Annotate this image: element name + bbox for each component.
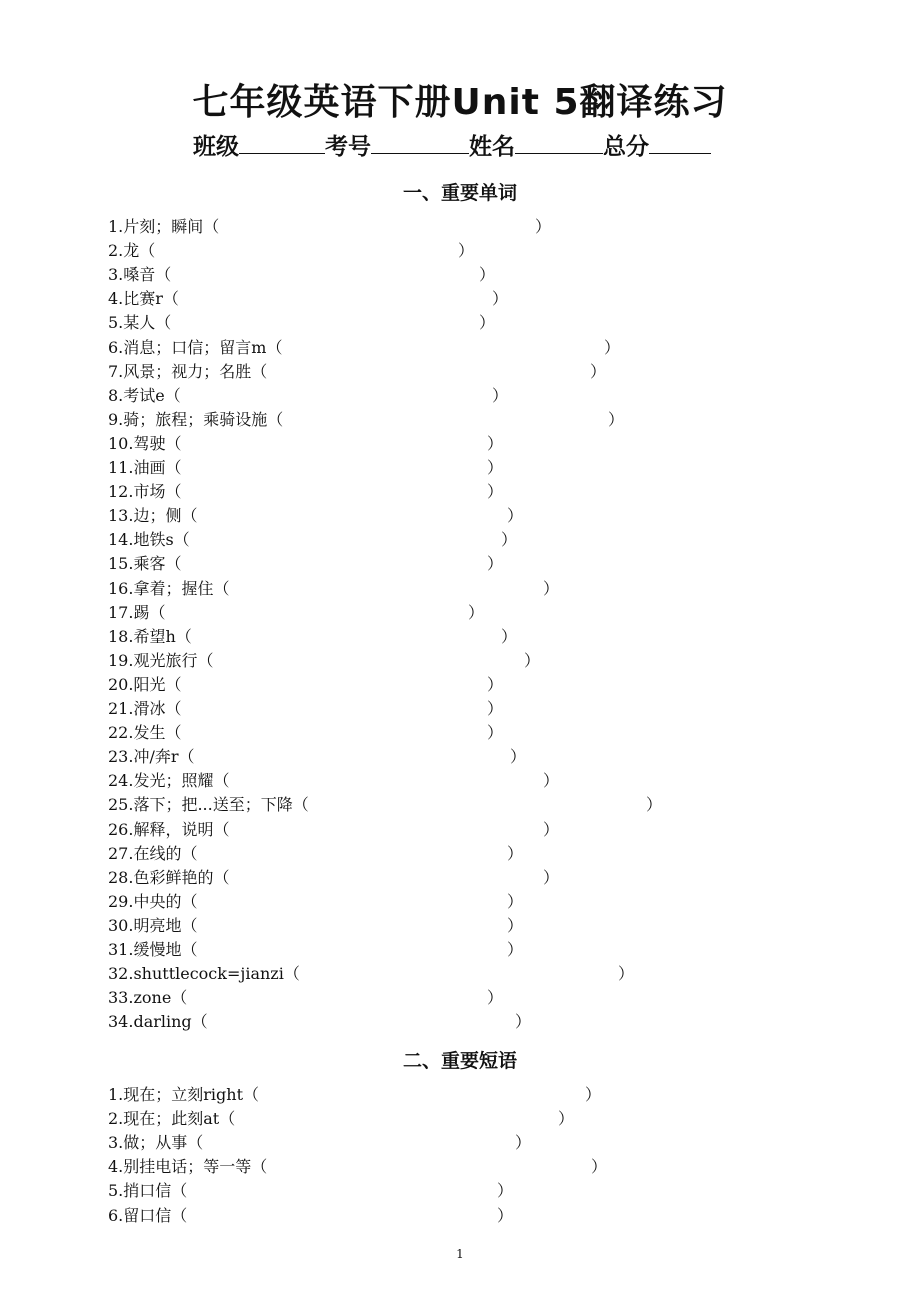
- question-item: 4.别挂电话；等一等（: [108, 1157, 268, 1176]
- question-item: 9.骑；旅程；乘骑设施（: [108, 410, 284, 429]
- answer-blank-close: ）: [507, 506, 524, 525]
- question-item: 2.龙（: [108, 241, 156, 260]
- answer-blank-close: ）: [507, 940, 524, 959]
- question-item: 4.比赛r（: [108, 289, 179, 308]
- answer-blank-close: ）: [524, 651, 541, 670]
- answer-blank-close: ）: [543, 771, 560, 790]
- question-item: 8.考试e（: [108, 386, 181, 405]
- question-item: 33.zone（: [108, 988, 188, 1007]
- question-item: 23.冲/奔r（: [108, 747, 195, 766]
- answer-blank-close: ）: [585, 1085, 602, 1104]
- answer-blank-close: ）: [543, 579, 560, 598]
- answer-blank-close: ）: [543, 868, 560, 887]
- exam-number-label: 考号: [325, 134, 371, 160]
- answer-blank-close: ）: [479, 313, 496, 332]
- question-item: 6.留口信（: [108, 1206, 188, 1225]
- question-item: 12.市场（: [108, 482, 182, 501]
- answer-blank-close: ）: [487, 554, 504, 573]
- answer-blank-close: ）: [497, 1206, 514, 1225]
- page-number: 1: [456, 1247, 464, 1261]
- answer-blank-close: ）: [501, 627, 518, 646]
- question-item: 7.风景；视力；名胜（: [108, 362, 268, 381]
- student-info-line: [193, 128, 711, 161]
- answer-blank-close: ）: [618, 964, 635, 983]
- answer-blank-close: ）: [515, 1133, 532, 1152]
- answer-blank-close: ）: [591, 1157, 608, 1176]
- answer-blank-close: ）: [515, 1012, 532, 1031]
- answer-blank-close: ）: [590, 362, 607, 381]
- answer-blank-close: ）: [487, 723, 504, 742]
- question-item: 20.阳光（: [108, 675, 182, 694]
- question-item: 27.在线的（: [108, 844, 198, 863]
- question-item: 24.发光；照耀（: [108, 771, 230, 790]
- answer-blank-close: ）: [458, 241, 475, 260]
- answer-blank-close: ）: [604, 338, 621, 357]
- question-item: 3.嗓音（: [108, 265, 172, 284]
- section-heading-words: 一、重要单词: [402, 182, 517, 204]
- question-item: 14.地铁s（: [108, 530, 190, 549]
- question-item: 30.明亮地（: [108, 916, 198, 935]
- score-blank: [649, 133, 711, 154]
- answer-blank-close: ）: [543, 820, 560, 839]
- question-item: 29.中央的（: [108, 892, 198, 911]
- question-item: 31.缓慢地（: [108, 940, 198, 959]
- question-item: 2.现在；此刻at（: [108, 1109, 236, 1128]
- answer-blank-close: ）: [479, 265, 496, 284]
- answer-blank-close: ）: [608, 410, 625, 429]
- exam-number-blank: [371, 133, 469, 154]
- question-item: 10.驾驶（: [108, 434, 182, 453]
- answer-blank-close: ）: [487, 675, 504, 694]
- question-item: 17.踢（: [108, 603, 166, 622]
- answer-blank-close: ）: [492, 289, 509, 308]
- answer-blank-close: ）: [487, 988, 504, 1007]
- question-item: 13.边；侧（: [108, 506, 198, 525]
- answer-blank-close: ）: [507, 844, 524, 863]
- question-item: 26.解释，说明（: [108, 820, 230, 839]
- question-item: 18.希望h（: [108, 627, 192, 646]
- answer-blank-close: ）: [487, 482, 504, 501]
- name-label: 姓名: [469, 134, 515, 160]
- question-item: 34.darling（: [108, 1012, 208, 1031]
- answer-blank-close: ）: [510, 747, 527, 766]
- answer-blank-close: ）: [507, 916, 524, 935]
- question-item: 15.乘客（: [108, 554, 182, 573]
- question-item: 5.捎口信（: [108, 1181, 188, 1200]
- answer-blank-close: ）: [492, 386, 509, 405]
- question-item: 25.落下；把...送至；下降（: [108, 795, 309, 814]
- question-item: 3.做；从事（: [108, 1133, 204, 1152]
- question-item: 28.色彩鲜艳的（: [108, 868, 230, 887]
- question-item: 1.现在；立刻right（: [108, 1085, 260, 1104]
- question-item: 32.shuttlecock=jianzi（: [108, 964, 300, 983]
- class-label: 班级: [193, 134, 239, 160]
- answer-blank-close: ）: [646, 795, 663, 814]
- question-item: 21.滑冰（: [108, 699, 182, 718]
- question-item: 5.某人（: [108, 313, 172, 332]
- question-item: 1.片刻；瞬间（: [108, 217, 220, 236]
- page-title: 七年级英语下册Unit 5翻译练习: [192, 82, 728, 123]
- score-label: 总分: [603, 134, 649, 160]
- answer-blank-close: ）: [487, 458, 504, 477]
- question-item: 16.拿着；握住（: [108, 579, 230, 598]
- answer-blank-close: ）: [468, 603, 485, 622]
- answer-blank-close: ）: [535, 217, 552, 236]
- answer-blank-close: ）: [558, 1109, 575, 1128]
- question-item: 22.发生（: [108, 723, 182, 742]
- question-item: 6.消息；口信；留言m（: [108, 338, 283, 357]
- answer-blank-close: ）: [501, 530, 518, 549]
- answer-blank-close: ）: [487, 699, 504, 718]
- section-heading-phrases: 二、重要短语: [402, 1050, 517, 1072]
- answer-blank-close: ）: [507, 892, 524, 911]
- name-blank: [515, 133, 603, 154]
- class-blank: [239, 133, 325, 154]
- question-item: 11.油画（: [108, 458, 182, 477]
- question-item: 19.观光旅行（: [108, 651, 214, 670]
- answer-blank-close: ）: [497, 1181, 514, 1200]
- answer-blank-close: ）: [487, 434, 504, 453]
